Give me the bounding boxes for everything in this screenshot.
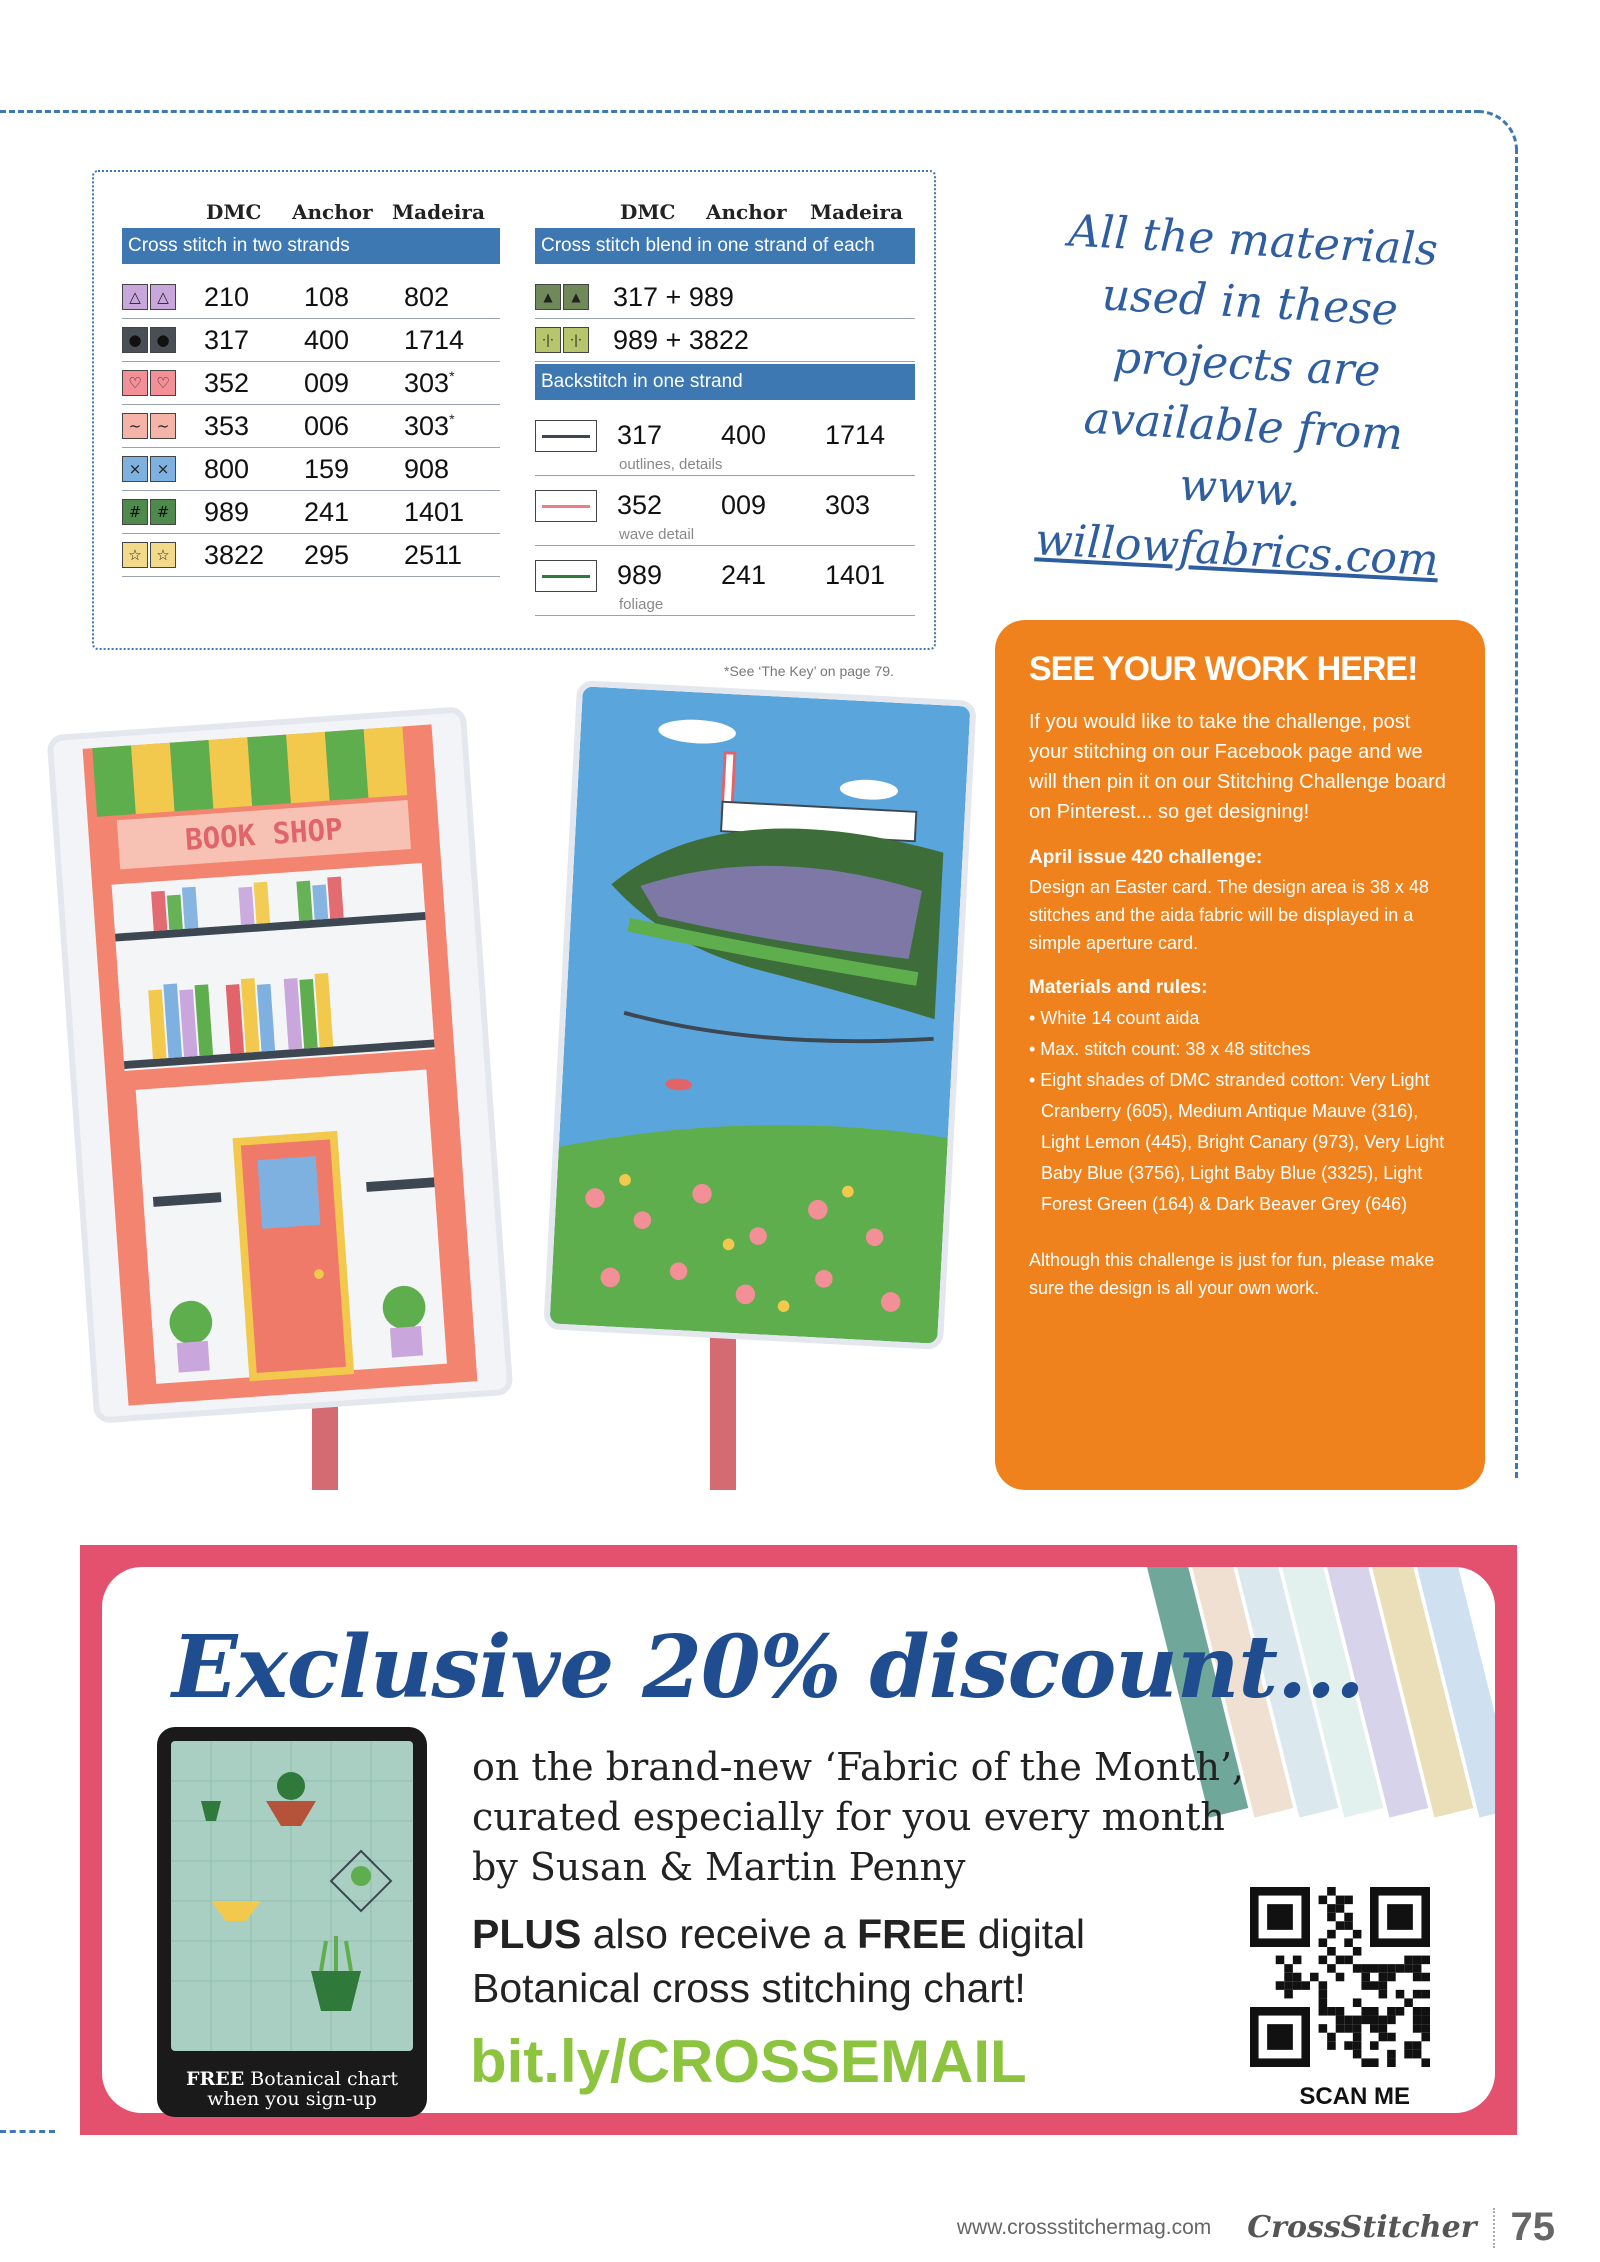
stitch-symbol-icon xyxy=(122,413,176,439)
dmc-code: 800 xyxy=(204,453,250,484)
scan-me-label: SCAN ME xyxy=(1299,2083,1410,2110)
note-line: All the materials xyxy=(1067,205,1440,276)
seaside-bookmark-illustration xyxy=(550,686,971,1343)
dmc-code: 989 xyxy=(204,496,250,527)
madeira-code: 2511 xyxy=(404,539,463,570)
page-footer xyxy=(895,2205,1555,2250)
anchor-code: 009 xyxy=(721,490,767,520)
key-row xyxy=(122,319,500,362)
symbol-cell: × xyxy=(150,456,176,482)
symbol-cell: ● xyxy=(122,327,148,353)
footer-url[interactable]: www.crossstitchermag.com xyxy=(956,2215,1212,2239)
stitch-symbol-icon xyxy=(122,327,176,353)
backstitch-usage: foliage xyxy=(619,596,664,613)
symbol-cell: ▲ xyxy=(535,284,561,310)
key-row xyxy=(122,405,500,448)
backstitch-banner: Backstitch in one strand xyxy=(535,364,915,400)
page-number: 75 xyxy=(1510,2205,1555,2249)
promo-body-line: by Susan & Martin Penny xyxy=(472,1845,966,1889)
dmc-code: 352 xyxy=(617,490,663,520)
symbol-cell: × xyxy=(122,456,148,482)
symbol-cell: ☆ xyxy=(150,542,176,568)
promo-link[interactable]: bit.ly/CROSSEMAIL xyxy=(470,2028,1027,2095)
madeira-code: 303 xyxy=(825,490,871,520)
footer-divider xyxy=(1493,2208,1495,2248)
symbol-cell: ☆ xyxy=(122,542,148,568)
key-row xyxy=(122,448,500,491)
line-color xyxy=(542,575,590,578)
blend-label: 989 + 3822 xyxy=(613,324,749,355)
blend-row xyxy=(535,276,915,319)
anchor-code: 400 xyxy=(304,324,350,355)
line-color xyxy=(542,435,590,438)
header-madeira: Madeira xyxy=(392,200,485,224)
symbol-cell: # xyxy=(122,499,148,525)
madeira-code: 802 xyxy=(404,281,450,312)
note-link[interactable]: willowfabrics.com xyxy=(1033,514,1440,587)
symbol-cell: ● xyxy=(150,327,176,353)
challenge-box xyxy=(995,620,1485,1490)
anchor-code: 108 xyxy=(304,281,350,312)
bookshop-bookmark-photo xyxy=(46,706,513,1424)
plus-text: also receive a xyxy=(581,1911,858,1957)
symbol-cell: ♡ xyxy=(122,370,148,396)
promo-body-line: on the brand-new ‘Fabric of the Month’, xyxy=(472,1745,1245,1789)
issue-text: Design an Easter card. The design area is 38 x 48 stitches and the aida fabric will be displayed in a simple aperture card. xyxy=(1029,877,1429,953)
madeira-code: 1401 xyxy=(404,496,465,527)
key-row xyxy=(122,362,500,405)
madeira-code: 908 xyxy=(404,453,450,484)
dmc-code: 317 xyxy=(617,420,663,450)
dmc-code: 210 xyxy=(204,281,250,312)
madeira-code: 1714 xyxy=(404,324,465,355)
right-key-headers xyxy=(620,200,903,224)
plus-text: digital xyxy=(966,1911,1085,1957)
footnote-mark: * xyxy=(449,368,455,384)
bookshop-bookmark-illustration xyxy=(53,713,507,1418)
madeira-code: 303 xyxy=(404,367,450,398)
dmc-code: 352 xyxy=(204,367,250,398)
rule-item: • Eight shades of DMC stranded cotton: Very Light Cranberry (605), Medium Antique Mauve (316), Light Lemon (445), Bright Canary (973), Very Light Baby Blue (3756), Light Baby Blue (3325), Light Forest Green (164) & Dark Beaver Grey (646) xyxy=(1029,1070,1445,1214)
dmc-code: 3822 xyxy=(204,539,265,570)
header-dmc: DMC xyxy=(620,200,676,224)
stitch-symbol-icon xyxy=(122,542,176,568)
symbol-cell: ·|· xyxy=(563,327,589,353)
promo-body xyxy=(472,1742,1244,1892)
caption-text: Botanical chart xyxy=(244,2068,398,2090)
dmc-code: 353 xyxy=(204,410,250,441)
backstitch-usage: wave detail xyxy=(619,526,695,543)
dashed-border-top xyxy=(0,110,1480,113)
stitch-symbol-icon xyxy=(122,499,176,525)
symbol-cell: ·|· xyxy=(535,327,561,353)
left-key-banner: Cross stitch in two strands xyxy=(122,228,500,264)
symbol-cell: ▲ xyxy=(563,284,589,310)
backstitch-usage: outlines, details xyxy=(619,456,723,473)
tablet-caption xyxy=(171,2069,413,2109)
anchor-code: 159 xyxy=(304,453,350,484)
anchor-code: 241 xyxy=(721,560,767,590)
plus-line-1 xyxy=(472,1907,1085,1961)
backstitch-line-icon xyxy=(535,490,597,522)
rules-heading: Materials and rules: xyxy=(1029,977,1208,998)
blend-symbol-icon xyxy=(535,284,589,310)
symbol-cell: ♡ xyxy=(150,370,176,396)
symbol-cell: △ xyxy=(122,284,148,310)
symbol-cell: # xyxy=(150,499,176,525)
backstitch-line-icon xyxy=(535,420,597,452)
madeira-code: 303 xyxy=(404,410,450,441)
discount-promo xyxy=(80,1545,1517,2135)
blend-row xyxy=(535,319,915,362)
anchor-code: 241 xyxy=(304,496,350,527)
challenge-title: SEE YOUR WORK HERE! xyxy=(1029,650,1418,688)
left-key-headers xyxy=(206,200,485,224)
stitch-symbol-icon xyxy=(122,370,176,396)
tablet-image xyxy=(157,1727,427,2117)
madeira-code: 1714 xyxy=(825,420,886,450)
qr-code-graphic xyxy=(1250,1887,1430,2067)
dashed-border-corner xyxy=(1478,110,1518,150)
dmc-code: 989 xyxy=(617,560,663,590)
dashed-border-right xyxy=(1515,148,1518,1478)
header-madeira: Madeira xyxy=(810,200,903,224)
madeira-code: 1401 xyxy=(825,560,886,590)
bookshop-sign-text: BOOK SHOP xyxy=(183,811,344,857)
brand-logo: CrossStitcher xyxy=(1247,2210,1477,2245)
note-line: available from www. xyxy=(1082,392,1405,518)
challenge-intro: If you would like to take the challenge, post your stitching on our Facebook page and we will then pin it on our Stitching Challenge board on Pinterest... so get designing! xyxy=(1029,711,1446,823)
anchor-code: 006 xyxy=(304,410,350,441)
key-footnote: *See ‘The Key’ on page 79. xyxy=(724,663,894,679)
backstitch-row xyxy=(535,552,915,616)
footnote-mark: * xyxy=(449,411,455,427)
rule-item: • White 14 count aida xyxy=(1029,1008,1200,1028)
symbol-cell: △ xyxy=(150,284,176,310)
caption-text-2: when you sign-up xyxy=(207,2088,377,2110)
backstitch-line-icon xyxy=(535,560,597,592)
rule-item: • Max. stitch count: 38 x 48 stitches xyxy=(1029,1039,1311,1059)
anchor-code: 295 xyxy=(304,539,350,570)
promo-plus xyxy=(472,1907,1085,2015)
line-color xyxy=(542,505,590,508)
stitch-symbol-icon xyxy=(122,284,176,310)
blend-label: 317 + 989 xyxy=(613,281,734,312)
blend-symbol-icon xyxy=(535,327,589,353)
dmc-code: 317 xyxy=(204,324,250,355)
anchor-code: 400 xyxy=(721,420,767,450)
header-dmc: DMC xyxy=(206,200,262,224)
botanical-chart-preview xyxy=(171,1741,413,2051)
key-row xyxy=(122,491,500,534)
stitch-symbol-icon xyxy=(122,456,176,482)
rules-list xyxy=(1029,1003,1451,1220)
plus-line-2: Botanical cross stitching chart! xyxy=(472,1965,1026,2011)
botanical-chart-illustration xyxy=(171,1741,413,2051)
note-line: used in these xyxy=(1100,269,1400,336)
anchor-code: 009 xyxy=(304,367,350,398)
key-row xyxy=(122,534,500,577)
dashed-border-bottom xyxy=(0,2130,55,2133)
blend-banner: Cross stitch blend in one strand of each xyxy=(535,228,915,264)
free-bold: FREE xyxy=(857,1911,967,1957)
qr-code-icon[interactable] xyxy=(1250,1887,1430,2067)
symbol-cell: ~ xyxy=(150,413,176,439)
promo-headline: Exclusive 20% discount... xyxy=(172,1617,1364,1718)
issue-heading: April issue 420 challenge: xyxy=(1029,847,1263,868)
materials-note xyxy=(1011,198,1480,593)
challenge-closing: Although this challenge is just for fun, please make sure the design is all your own work. xyxy=(1029,1250,1435,1298)
promo-body-line: curated especially for you every month xyxy=(472,1795,1225,1839)
symbol-cell: ~ xyxy=(122,413,148,439)
header-anchor: Anchor xyxy=(292,200,373,224)
seaside-bookmark-photo xyxy=(543,680,976,1350)
backstitch-row xyxy=(535,482,915,546)
plus-bold: PLUS xyxy=(472,1911,582,1957)
caption-free: FREE xyxy=(186,2068,245,2090)
backstitch-row xyxy=(535,412,915,476)
note-line: projects are xyxy=(1111,332,1382,398)
promo-panel xyxy=(102,1567,1495,2113)
key-row xyxy=(122,276,500,319)
header-anchor: Anchor xyxy=(706,200,787,224)
